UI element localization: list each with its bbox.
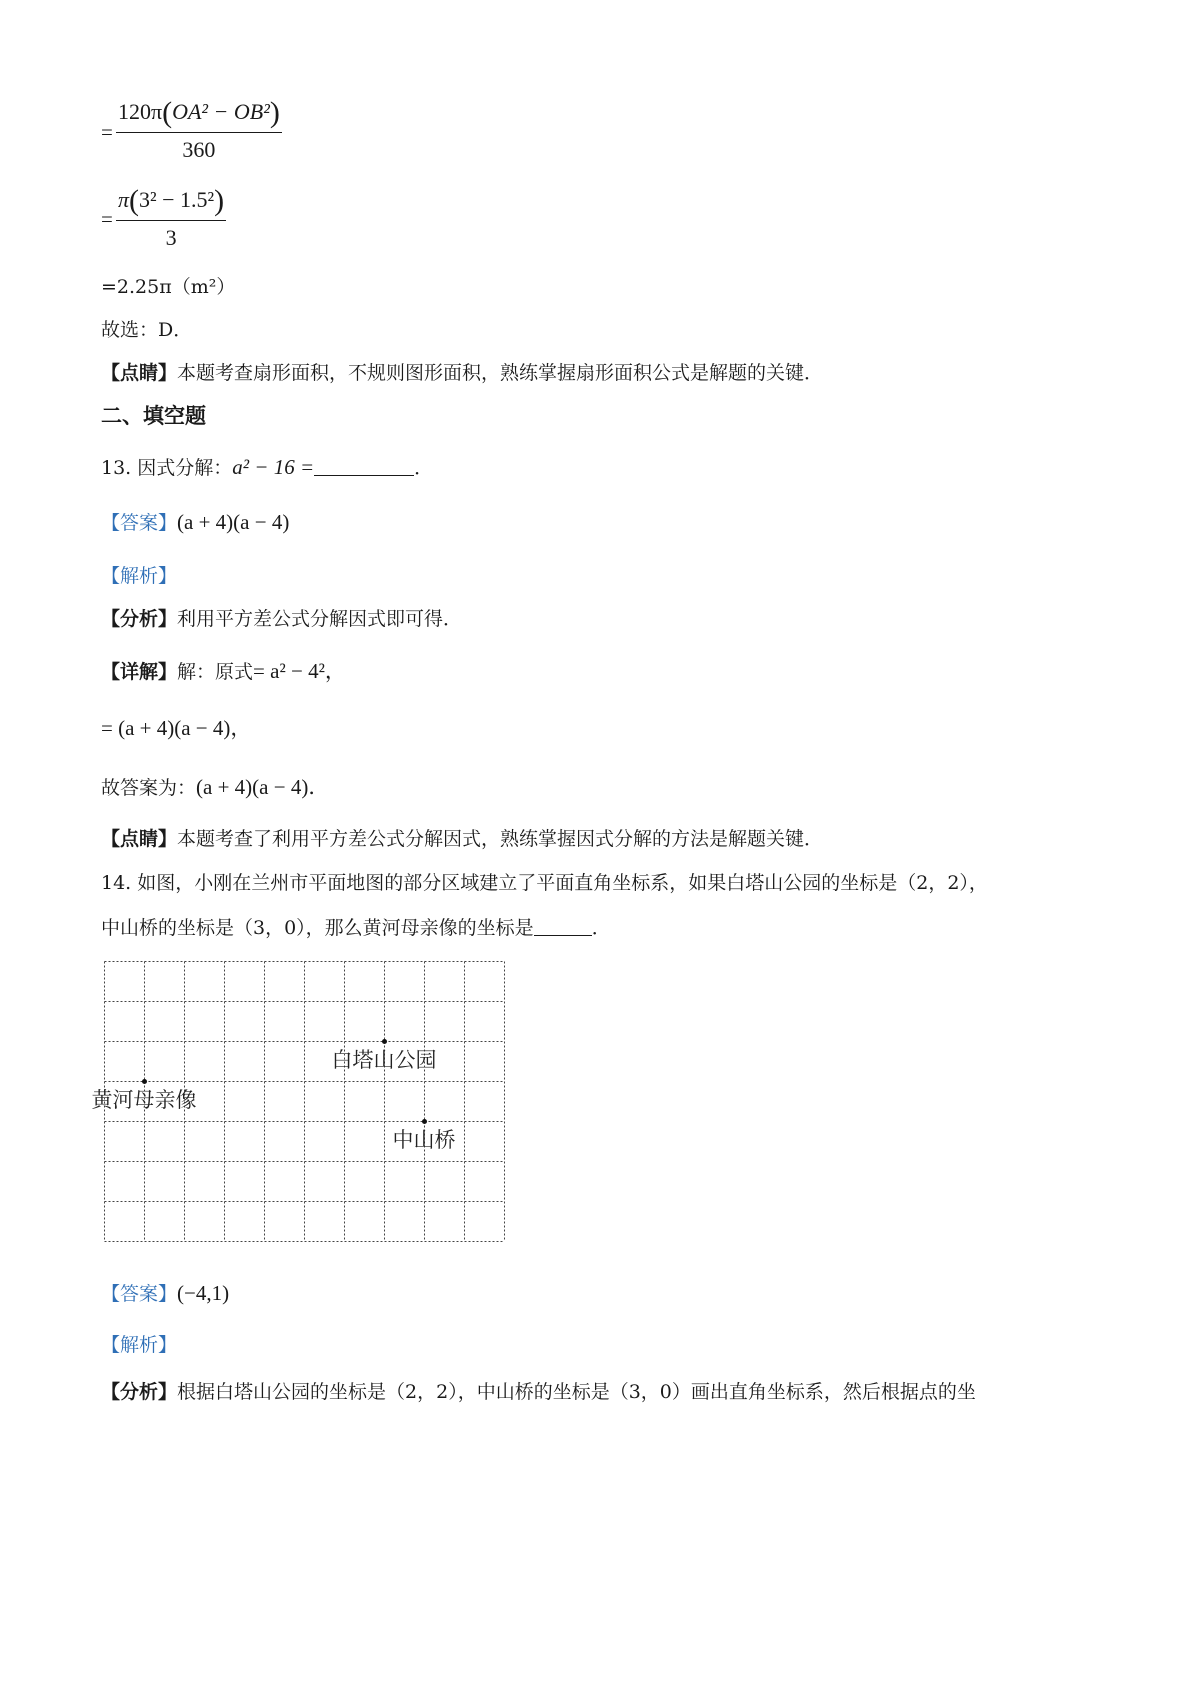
detail-text: 解：原式 bbox=[177, 661, 254, 683]
analysis-text: 利用平方差公式分解因式即可得． bbox=[177, 608, 463, 630]
answer-tag: 【答案】 bbox=[101, 1283, 178, 1305]
fraction-1: 120π(OA² − OB²) 360 bbox=[118, 96, 280, 162]
q13-answer-value: (a + 4)(a − 4) bbox=[177, 510, 290, 534]
q14-answer bbox=[101, 1279, 229, 1306]
q14-answer-value: (−4,1) bbox=[177, 1281, 230, 1305]
comment-text: 本题考查了利用平方差公式分解因式，熟练掌握因式分解的方法是解题关键． bbox=[177, 828, 824, 850]
map-grid bbox=[91, 961, 505, 1242]
comment-tag: 【点睛】 bbox=[101, 362, 178, 384]
q14-analysis-tag: 【解析】 bbox=[101, 1334, 178, 1356]
area-result: =2.25π（m²） bbox=[101, 276, 236, 298]
q13-stem: 13. 因式分解：a² − 16 = ． bbox=[101, 455, 434, 479]
q13-stem-text: 13. 因式分解： bbox=[101, 457, 233, 479]
q13-analysis-tag: 【解析】 bbox=[101, 565, 178, 587]
q14-stem-text: 中山桥的坐标是（3，0），那么黄河母亲像的坐标是 bbox=[101, 917, 534, 939]
answer-blank bbox=[534, 935, 592, 936]
choice-text: 故选：D． bbox=[101, 319, 193, 341]
fraction-2-inner: 3² − 1.5² bbox=[139, 187, 215, 212]
q14-analysis bbox=[101, 1377, 976, 1404]
analysis-text: 根据白塔山公园的坐标是（2，2），中山桥的坐标是（3，0）画出直角坐标系，然后根据点的坐 bbox=[177, 1381, 976, 1403]
q13-final bbox=[101, 771, 329, 801]
map-point-label: 白塔山公园 bbox=[331, 1048, 437, 1072]
stem-end: ． bbox=[591, 917, 611, 939]
q13-step2: = (a + 4)(a − 4)， bbox=[101, 716, 252, 740]
q13-answer bbox=[101, 508, 289, 535]
fraction-1-denominator: 360 bbox=[182, 137, 216, 162]
analysis-label: 【分析】 bbox=[101, 1381, 178, 1403]
comment-text: 本题考查扇形面积，不规则图形面积，熟练掌握扇形面积公式是解题的关键． bbox=[177, 362, 824, 384]
comment-line-1 bbox=[101, 358, 823, 385]
detail-expression: = a² − 4²， bbox=[253, 659, 346, 683]
fraction-2-denominator: 3 bbox=[165, 225, 177, 250]
q13-comment bbox=[101, 824, 823, 851]
fraction-1-inner: OA² − OB² bbox=[172, 99, 270, 124]
detail-label: 【详解】 bbox=[101, 661, 178, 683]
q14-stem-line-2 bbox=[101, 913, 611, 940]
equals-sign: = bbox=[101, 120, 113, 144]
map-point-label: 中山桥 bbox=[392, 1128, 456, 1152]
fraction-1-lead: 120π bbox=[118, 99, 163, 124]
comment-tag: 【点睛】 bbox=[101, 828, 178, 850]
analysis-label: 【分析】 bbox=[101, 608, 178, 630]
q13-detail bbox=[101, 655, 346, 685]
section-title: 二、填空题 bbox=[101, 404, 206, 428]
answer-tag: 【答案】 bbox=[101, 512, 178, 534]
map-point-label: 黄河母亲像 bbox=[91, 1088, 197, 1112]
q14-stem-line-1: 14. 如图，小刚在兰州市平面地图的部分区域建立了平面直角坐标系，如果白塔山公园的坐标是（2，2）， bbox=[101, 872, 988, 894]
answer-blank bbox=[314, 475, 414, 476]
final-label: 故答案为： bbox=[101, 777, 197, 799]
equals-sign: = bbox=[101, 207, 113, 231]
fraction-2: π(3² − 1.5²) 3 bbox=[118, 184, 225, 250]
fraction-2-lead: π bbox=[118, 187, 130, 212]
q13-analysis bbox=[101, 604, 462, 631]
final-expression: (a + 4)(a − 4)． bbox=[196, 775, 330, 799]
q13-expression: a² − 16 = bbox=[232, 455, 315, 479]
